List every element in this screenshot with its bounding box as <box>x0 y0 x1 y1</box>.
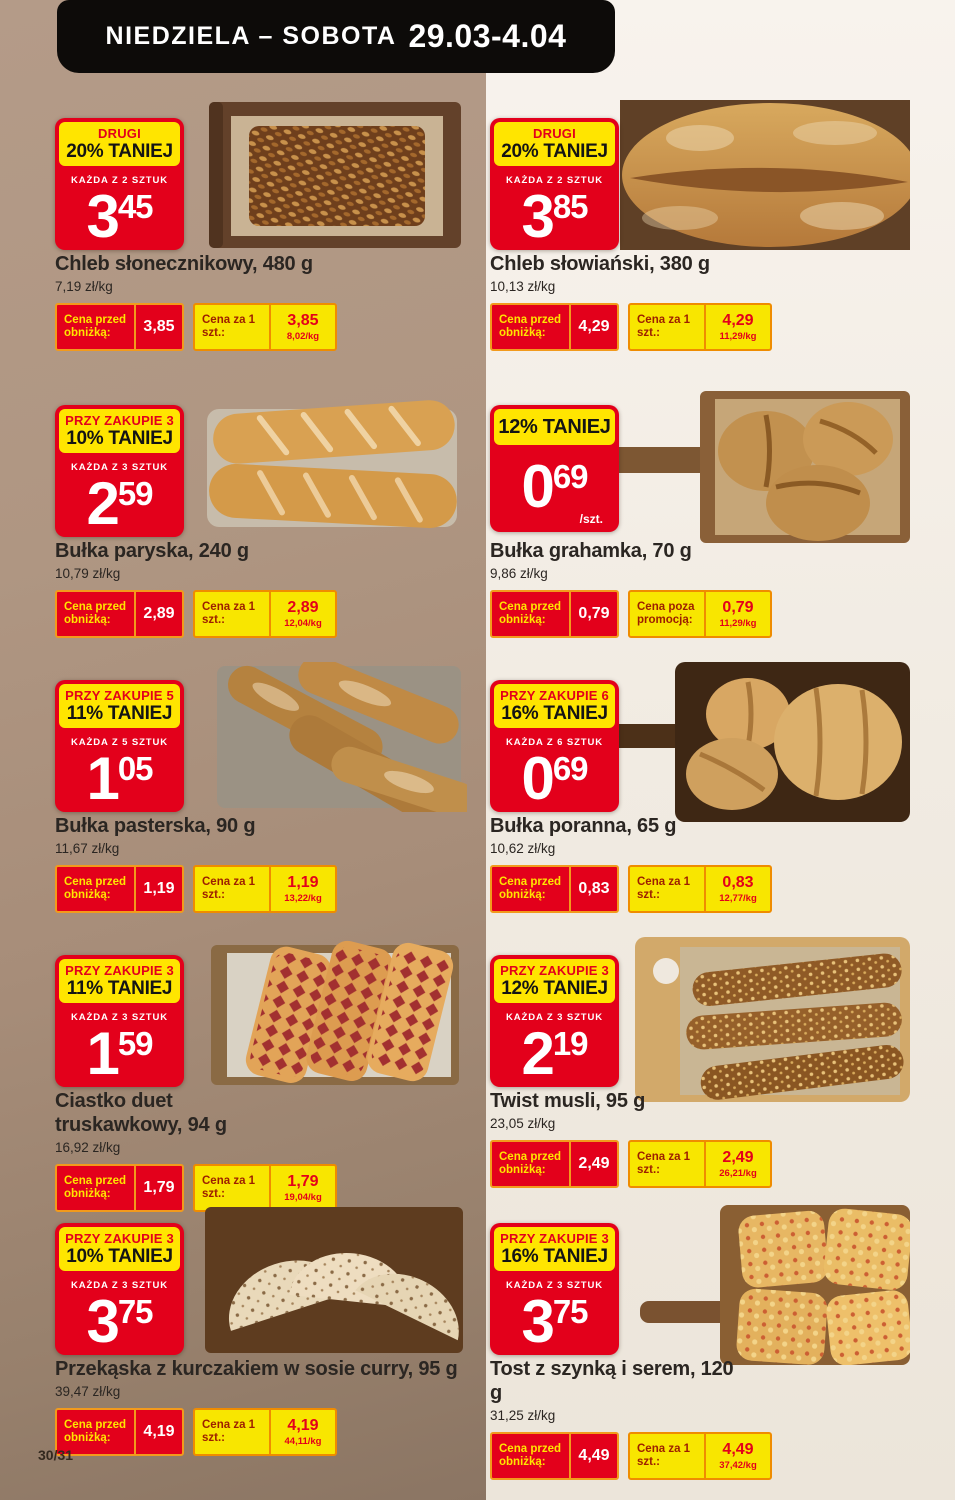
old-price-box: Cena przed obniżką: 0,79 <box>490 590 619 638</box>
badge-top-label: PRZY ZAKUPIE 6 <box>500 688 609 703</box>
product-name: Twist musli, 95 g <box>490 1090 646 1112</box>
old-price-box: Cena przed obniżką: 0,83 <box>490 865 619 913</box>
badge-price: 2 59 <box>86 470 153 537</box>
badge-top-label: PRZY ZAKUPIE 3 <box>65 413 174 428</box>
badge-price: 3 75 <box>521 1288 588 1355</box>
price-boxes <box>490 1432 910 1480</box>
badge-condition: KAŻDA Z 3 SZTUK <box>505 1012 604 1023</box>
badge-yellow-box <box>59 1227 180 1271</box>
badge-price: 3 45 <box>86 183 153 250</box>
badge-yellow-box <box>494 1227 615 1271</box>
price-per-kg: 31,25 zł/kg <box>490 1408 556 1423</box>
old-price-box: Cena przed obniżką: 4,49 <box>490 1432 619 1480</box>
price-per-kg: 10,62 zł/kg <box>490 841 556 856</box>
product-card <box>55 1205 467 1456</box>
price-boxes <box>490 590 910 638</box>
promo-badge <box>490 405 619 532</box>
badge-condition: KAŻDA Z 3 SZTUK <box>70 1012 169 1023</box>
price-per-kg: 16,92 zł/kg <box>55 1140 121 1155</box>
musli-twists-photo <box>580 937 910 1102</box>
badge-discount: 20% TANIEJ <box>501 141 608 162</box>
product-card <box>490 100 910 351</box>
price-boxes <box>55 1408 467 1456</box>
old-price-box: Cena przed obniżką: 3,85 <box>55 303 184 351</box>
unit-price-box: Cena za 1 szt.: 2,49 26,21/kg <box>628 1140 772 1188</box>
product-card <box>55 387 467 638</box>
badge-discount: 12% TANIEJ <box>498 416 611 438</box>
badge-price: 0 69 <box>521 453 588 520</box>
promo-badge <box>55 1223 184 1355</box>
product-card <box>490 662 910 913</box>
product-name: Przekąska z kurczakiem w sosie curry, 95 g <box>55 1358 458 1380</box>
old-price-box: Cena przed obniżką: 1,79 <box>55 1164 184 1212</box>
product-name: Bułka pasterska, 90 g <box>55 815 256 837</box>
strawberry-lattice-pastries-photo <box>199 937 467 1092</box>
badge-discount: 11% TANIEJ <box>66 978 173 999</box>
badge-discount: 10% TANIEJ <box>66 428 173 449</box>
badge-price-unit: /szt. <box>579 512 603 527</box>
price-boxes <box>490 1140 910 1188</box>
badge-condition: KAŻDA Z 6 SZTUK <box>505 737 604 748</box>
unit-price-box: Cena za 1 szt.: 2,89 12,04/kg <box>193 590 337 638</box>
badge-price: 3 85 <box>521 183 588 250</box>
price-boxes <box>55 590 467 638</box>
price-per-kg: 10,13 zł/kg <box>490 279 556 294</box>
badge-discount: 16% TANIEJ <box>501 1246 608 1267</box>
product-card <box>490 937 910 1188</box>
product-name: Ciastko duet truskawkowy, 94 g <box>55 1090 227 1136</box>
badge-discount: 12% TANIEJ <box>501 978 608 999</box>
price-per-kg: 23,05 zł/kg <box>490 1116 556 1131</box>
date-banner <box>57 0 615 73</box>
badge-top-label: DRUGI <box>98 126 141 141</box>
date-range: 29.03-4.04 <box>408 18 567 54</box>
badge-condition: KAŻDA Z 3 SZTUK <box>70 462 169 473</box>
badge-top-label: PRZY ZAKUPIE 3 <box>65 1231 174 1246</box>
badge-top-label: PRZY ZAKUPIE 5 <box>65 688 174 703</box>
old-price-box: Cena przed obniżką: 2,49 <box>490 1140 619 1188</box>
rustic-oval-loaf-photo <box>580 100 910 250</box>
promo-badge <box>55 118 184 250</box>
product-card <box>55 937 467 1212</box>
badge-discount: 20% TANIEJ <box>66 141 173 162</box>
badge-condition: KAŻDA Z 3 SZTUK <box>70 1280 169 1291</box>
old-price-box: Cena przed obniżką: 4,29 <box>490 303 619 351</box>
old-price-box: Cena przed obniżką: 1,19 <box>55 865 184 913</box>
price-per-kg: 10,79 zł/kg <box>55 566 121 581</box>
product-name: Bułka paryska, 240 g <box>55 540 249 562</box>
badge-discount: 16% TANIEJ <box>501 703 608 724</box>
price-per-kg: 7,19 zł/kg <box>55 279 113 294</box>
product-card <box>55 662 467 913</box>
page-number: 30/31 <box>38 1447 74 1463</box>
product-name: Chleb słonecznikowy, 480 g <box>55 253 313 275</box>
badge-top-label: DRUGI <box>533 126 576 141</box>
promo-badge <box>55 680 184 812</box>
badge-price: 0 69 <box>521 745 588 812</box>
badge-yellow-box <box>59 409 180 453</box>
rustic-baguettes-photo <box>199 662 467 812</box>
badge-price: 3 75 <box>86 1288 153 1355</box>
badge-condition: KAŻDA Z 2 SZTUK <box>70 175 169 186</box>
badge-price: 2 19 <box>521 1020 588 1087</box>
morning-rolls-photo <box>580 662 910 822</box>
unit-price-box: Cena za 1 szt.: 1,79 19,04/kg <box>193 1164 337 1212</box>
product-name: Tost z szynką i serem, 120 g <box>490 1358 734 1404</box>
badge-discount: 10% TANIEJ <box>66 1246 173 1267</box>
price-boxes <box>490 865 910 913</box>
unit-price-box: Cena za 1 szt.: 3,85 8,02/kg <box>193 303 337 351</box>
two-baguettes-photo <box>199 387 467 537</box>
badge-discount: 11% TANIEJ <box>66 703 173 724</box>
promo-badge <box>490 955 619 1087</box>
badge-yellow-box <box>59 684 180 728</box>
product-card <box>490 1205 910 1480</box>
badge-condition: KAŻDA Z 3 SZTUK <box>505 1280 604 1291</box>
graham-rolls-photo <box>580 387 910 547</box>
date-range-label: NIEDZIELA – SOBOTA <box>105 22 397 50</box>
badge-condition: KAŻDA Z 2 SZTUK <box>505 175 604 186</box>
price-per-kg: 39,47 zł/kg <box>55 1384 121 1399</box>
price-boxes <box>55 303 467 351</box>
chicken-curry-snacks-photo <box>199 1205 467 1355</box>
old-price-box: Cena przed obniżką: 4,19 <box>55 1408 184 1456</box>
promo-badge <box>55 955 184 1087</box>
badge-yellow-box <box>494 684 615 728</box>
sunflower-seed-loaf-photo <box>199 100 467 250</box>
promo-badge <box>490 680 619 812</box>
unit-price-box: Cena za 1 szt.: 0,83 12,77/kg <box>628 865 772 913</box>
promo-badge <box>490 1223 619 1355</box>
unit-price-box: Cena za 1 szt.: 4,29 11,29/kg <box>628 303 772 351</box>
badge-yellow-box <box>494 409 615 445</box>
badge-yellow-box <box>59 122 180 166</box>
product-name: Bułka grahamka, 70 g <box>490 540 692 562</box>
badge-yellow-box <box>494 959 615 1003</box>
price-per-kg: 11,67 zł/kg <box>55 841 120 856</box>
badge-price: 1 05 <box>86 745 153 812</box>
promo-badge <box>490 118 619 250</box>
badge-condition: KAŻDA Z 5 SZTUK <box>70 737 169 748</box>
ham-cheese-toasts-photo <box>580 1205 910 1365</box>
badge-price: 1 59 <box>86 1020 153 1087</box>
badge-top-label: PRZY ZAKUPIE 3 <box>500 1231 609 1246</box>
badge-yellow-box <box>494 122 615 166</box>
product-name: Chleb słowiański, 380 g <box>490 253 710 275</box>
badge-yellow-box <box>59 959 180 1003</box>
promo-badge <box>55 405 184 537</box>
badge-top-label: PRZY ZAKUPIE 3 <box>500 963 609 978</box>
price-boxes <box>55 865 467 913</box>
product-name: Bułka poranna, 65 g <box>490 815 677 837</box>
unit-price-box: Cena za 1 szt.: 1,19 13,22/kg <box>193 865 337 913</box>
unit-price-box: Cena za 1 szt.: 4,49 37,42/kg <box>628 1432 772 1480</box>
old-price-box: Cena przed obniżką: 2,89 <box>55 590 184 638</box>
price-boxes <box>490 303 910 351</box>
unit-price-box: Cena za 1 szt.: 4,19 44,11/kg <box>193 1408 337 1456</box>
badge-top-label: PRZY ZAKUPIE 3 <box>65 963 174 978</box>
price-per-kg: 9,86 zł/kg <box>490 566 548 581</box>
off-promo-price-box: Cena poza promocją: 0,79 11,29/kg <box>628 590 772 638</box>
product-card <box>55 100 467 351</box>
product-card <box>490 387 910 638</box>
